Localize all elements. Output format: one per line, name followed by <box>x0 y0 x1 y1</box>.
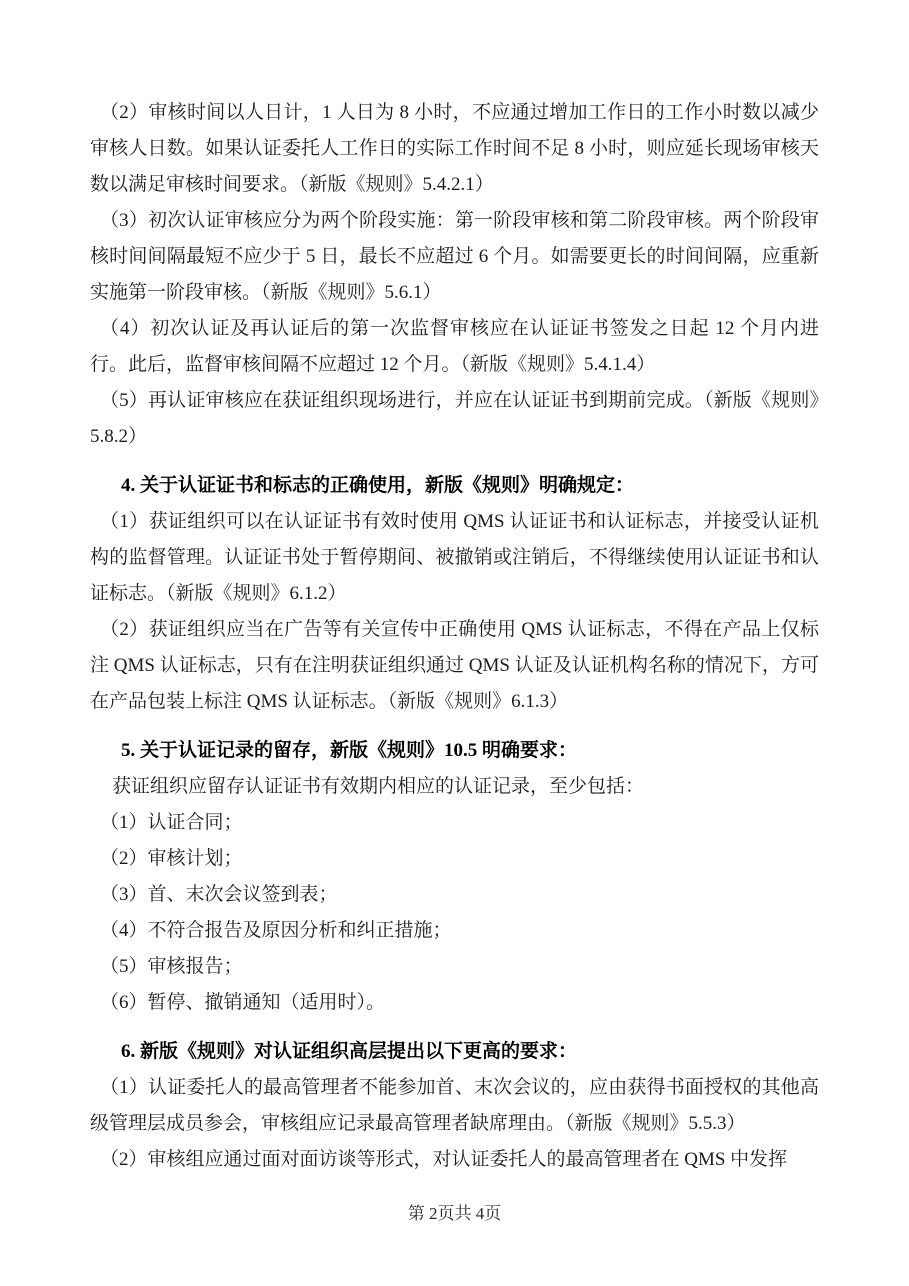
body-paragraph: （1）认证委托人的最高管理者不能参加首、末次会议的，应由获得书面授权的其他高级管理层成员参会，审核组应记录最高管理者缺席理由。（新版《规则》5.5.3） <box>90 1077 819 1134</box>
list-item: （6）暂停、撤销通知（适用时）。 <box>100 992 386 1013</box>
list-item: （2）审核计划； <box>100 848 243 869</box>
list-item: （3）首、末次会议签到表； <box>100 884 338 905</box>
body-paragraph: （4）初次认证及再认证后的第一次监督审核应在认证证书签发之日起 12 个月内进行。此后，监督审核间隔不应超过 12 个月。（新版《规则》5.4.1.4） <box>90 318 819 375</box>
body-paragraph: （2）审核组应通过面对面访谈等形式，对认证委托人的最高管理者在 QMS 中发挥 <box>100 1149 788 1170</box>
body-paragraph: （2）审核时间以人日计，1 人日为 8 小时，不应通过增加工作日的工作小时数以减少审核人日数。如果认证委托人工作日的实际工作时间不足 8 小时，则应延长现场审核天数以满足审核时间要求。（新版《规则》5.4.2.1） <box>90 102 819 195</box>
page-number-text: 第 2页共 4页 <box>407 1204 502 1223</box>
document-body <box>90 95 819 1178</box>
section-heading: 5. 关于认证记录的留存，新版《规则》10.5 明确要求： <box>121 740 578 761</box>
page-footer <box>0 1202 909 1226</box>
body-paragraph: （5）再认证审核应在获证组织现场进行，并应在认证证书到期前完成。（新版《规则》5.8.2） <box>90 390 819 447</box>
list-item: （1）认证合同； <box>100 812 243 833</box>
body-paragraph: （3）初次认证审核应分为两个阶段实施：第一阶段审核和第二阶段审核。两个阶段审核时间间隔最短不应少于 5 日，最长不应超过 6 个月。如需要更长的时间间隔，应重新实施第一阶段审核。（新版《规则》5.6.1） <box>90 210 819 303</box>
list-intro: 获证组织应留存认证证书有效期内相应的认证记录，至少包括： <box>112 776 645 797</box>
section-heading: 6. 新版《规则》对认证组织高层提出以下更高的要求： <box>121 1041 578 1062</box>
section-heading: 4. 关于认证证书和标志的正确使用，新版《规则》明确规定： <box>121 475 635 496</box>
list-item: （4）不符合报告及原因分析和纠正措施； <box>100 920 452 941</box>
body-paragraph: （2）获证组织应当在广告等有关宣传中正确使用 QMS 认证标志，不得在产品上仅标注 QMS 认证标志，只有在注明获证组织通过 QMS 认证及认证机构名称的情况下，方可在产品包装上标注 QMS 认证标志。（新版《规则》6.1.3） <box>90 619 819 712</box>
body-paragraph: （1）获证组织可以在认证证书有效时使用 QMS 认证证书和认证标志，并接受认证机构的监督管理。认证证书处于暂停期间、被撤销或注销后，不得继续使用认证证书和认证标志。（新版《规则》6.1.2） <box>90 511 819 604</box>
list-item: （5）审核报告； <box>100 956 243 977</box>
